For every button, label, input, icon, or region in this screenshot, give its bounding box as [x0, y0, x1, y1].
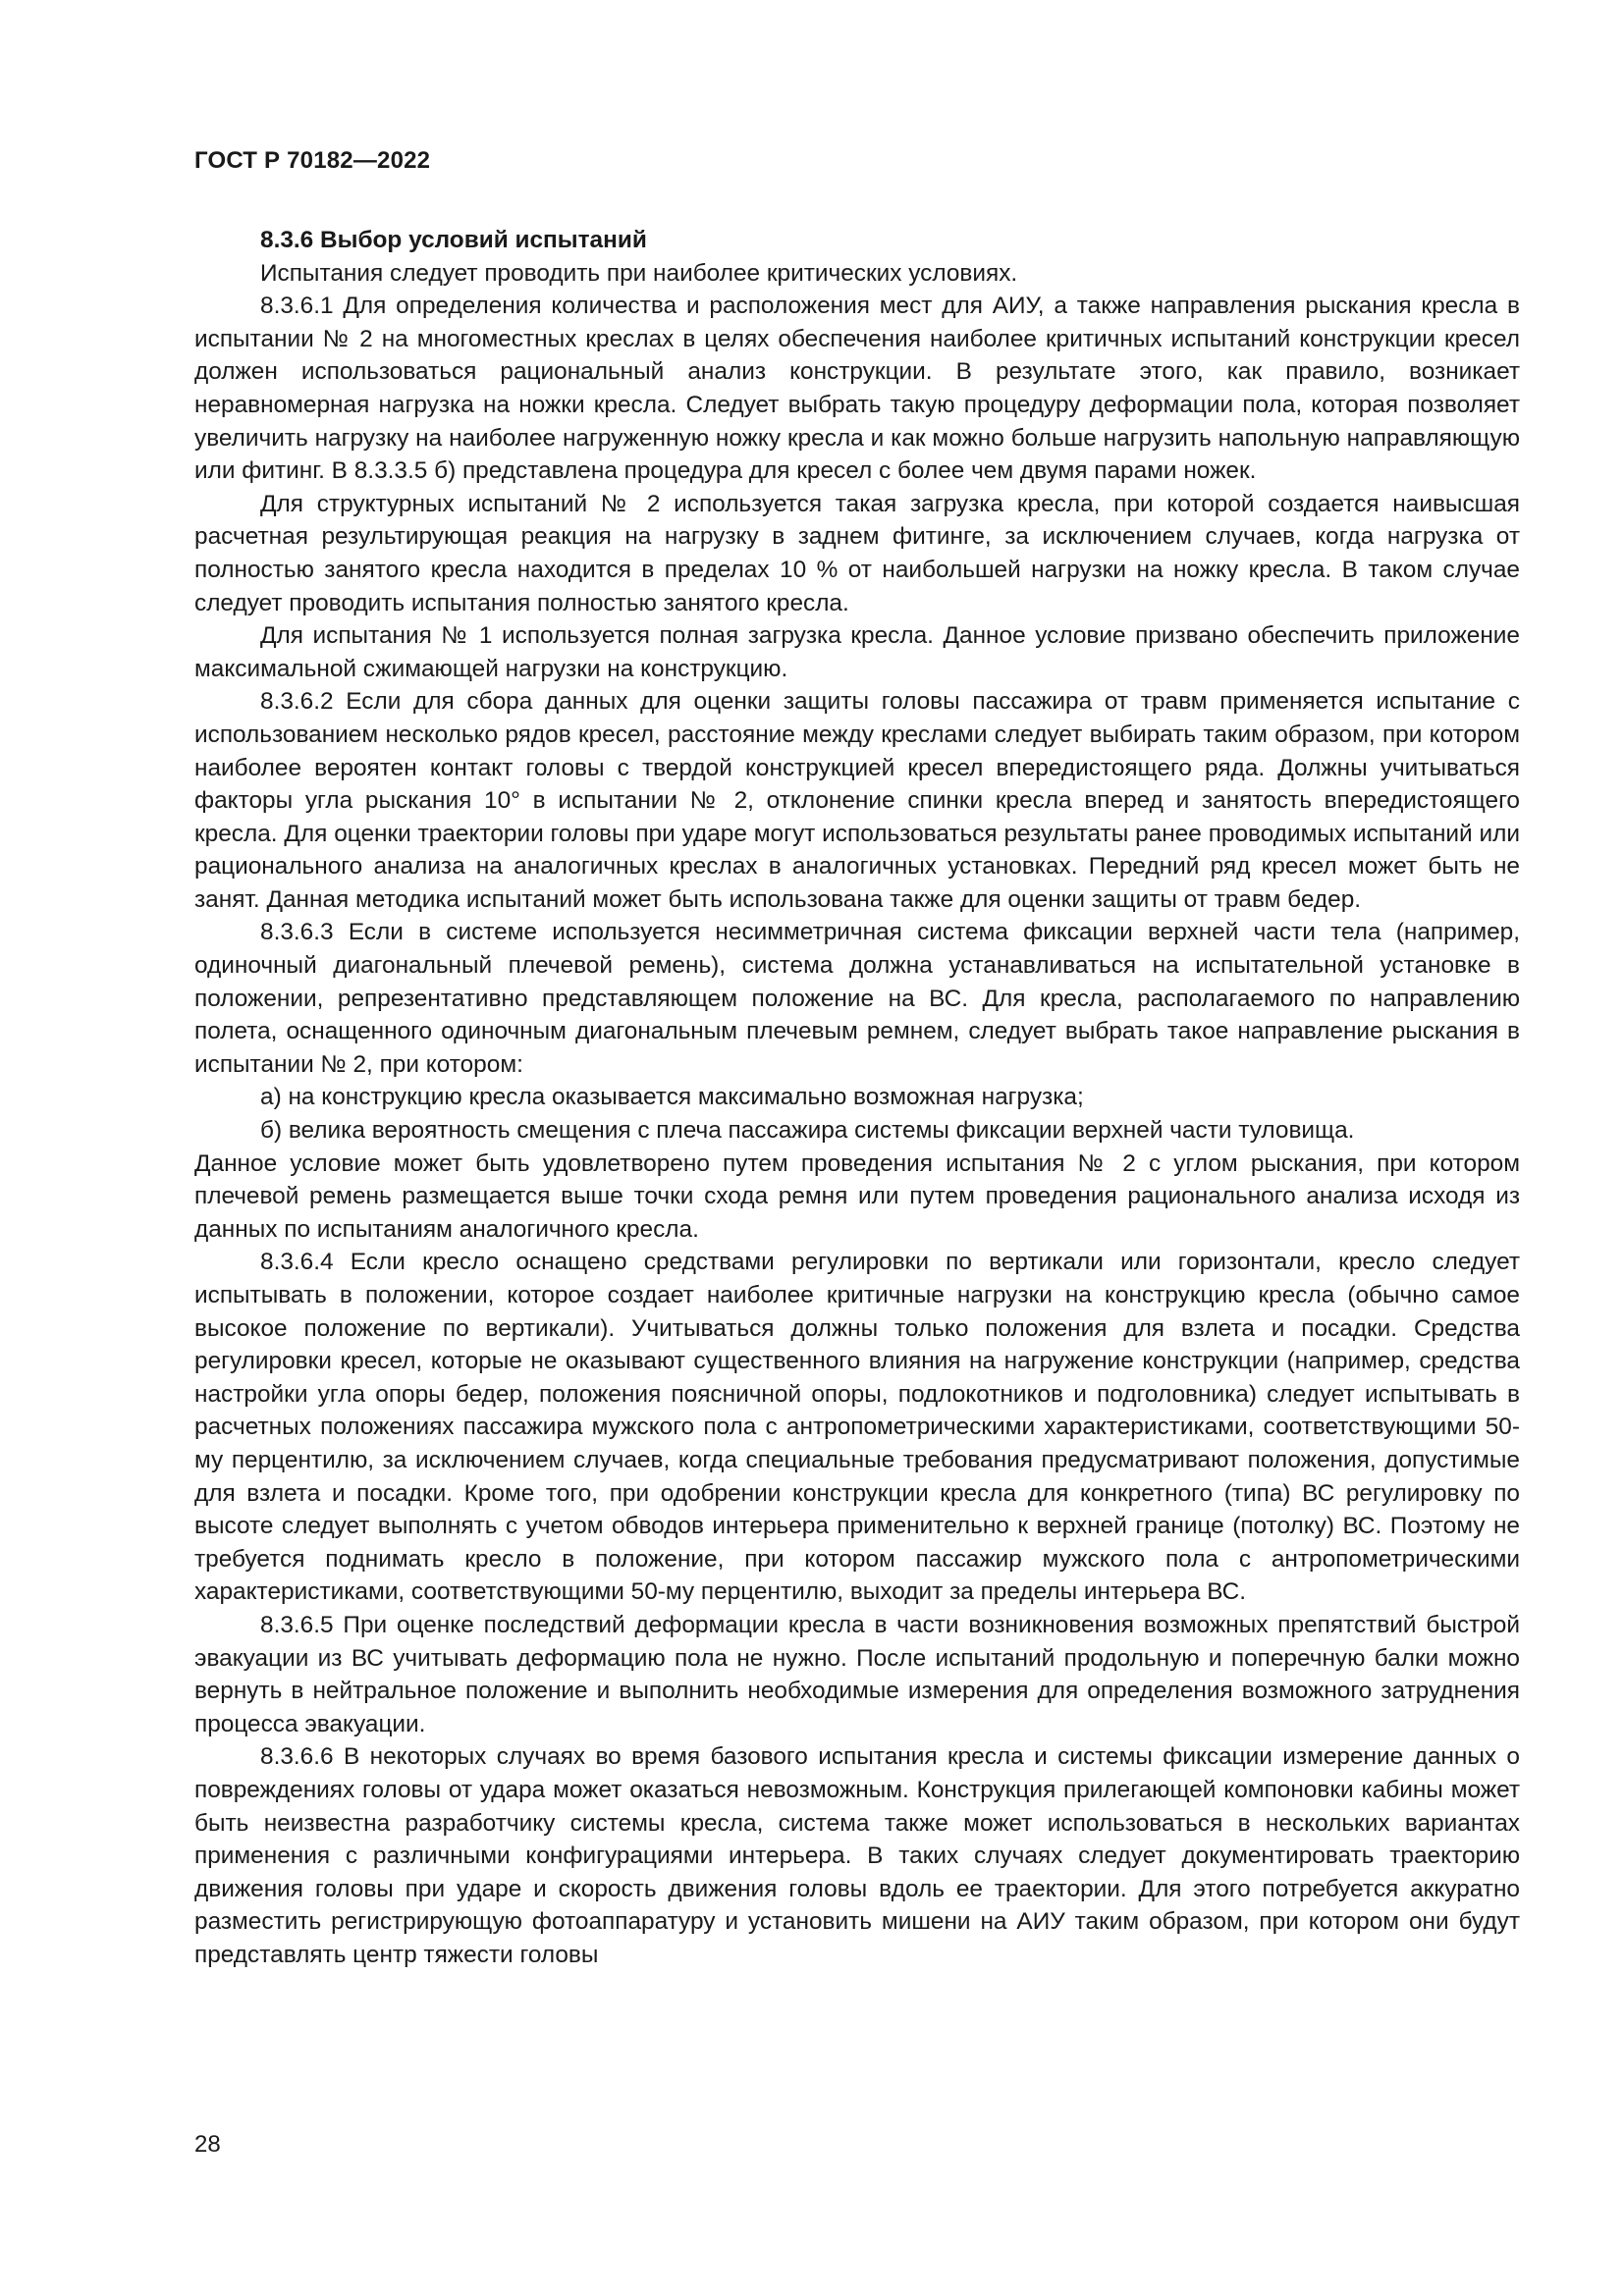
paragraph-structural-tests: Для структурных испытаний № 2 используется такая загрузка кресла, при которой создается наивысшая расчетная результирующая реакция на нагрузку в заднем фитинге, за исключением случаев, когда нагрузка от полностью занятого кресла находится в пределах 10 % от наибольшей нагрузки на ножку кресла. В таком случае следует проводить испытания полностью занятого кресла. — [194, 490, 1520, 616]
list-item-a: а) на конструкцию кресла оказывается максимально возможная нагрузка; — [260, 1084, 1084, 1111]
document-body — [194, 224, 1520, 1971]
standard-header: ГОСТ Р 70182—2022 — [194, 147, 431, 174]
paragraph-8-3-6-1: 8.3.6.1 Для определения количества и расположения мест для АИУ, а также направления рыскания кресла в испытании № 2 на многоместных креслах в целях обеспечения наиболее критичных испытаний конструкции кресел должен использоваться рациональный анализ конструкции. В результате этого, как правило, возникает неравномерная нагрузка на ножки кресла. Следует выбрать такую процедуру деформации пола, которая позволяет увеличить нагрузку на наиболее нагруженную ножку кресла и как можно больше нагрузить напольную направляющую или фитинг. В 8.3.3.5 б) представлена процедура для кресел с более чем двумя парами ножек. — [194, 293, 1520, 485]
paragraph-8-3-6-3: 8.3.6.3 Если в системе используется несимметричная система фиксации верхней части тела (например, одиночный диагональный плечевой ремень), система должна устанавливаться на испытательной установке в положении, репрезентативно представляющем положение на ВС. Для кресла, располагаемого по направлению полета, оснащенного одиночным диагональным плечевым ремнем, следует выбрать такое направление рыскания в испытании № 2, при котором: — [194, 919, 1520, 1078]
page-number: 28 — [194, 2131, 221, 2158]
paragraph-8-3-6-2: 8.3.6.2 Если для сбора данных для оценки защиты головы пассажира от травм применяется испытание с использованием несколько рядов кресел, расстояние между креслами следует выбирать таким образом, при котором наиболее вероятен контакт головы с твердой конструкцией кресел впередистоящего ряда. Должны учитываться факторы угла рыскания 10° в испытании № 2, отклонение спинки кресла вперед и занятость впередистоящего кресла. Для оценки траектории головы при ударе могут использоваться результаты ранее проводимых испытаний или рационального анализа на аналогичных креслах в аналогичных установках. Передний ряд кресел может быть не занят. Данная методика испытаний может быть использована также для оценки защиты от травм бедер. — [194, 688, 1520, 913]
list-item-b: б) велика вероятность смещения с плеча пассажира системы фиксации верхней части туловища. — [260, 1117, 1355, 1145]
section-heading: 8.3.6 Выбор условий испытаний — [260, 227, 647, 253]
paragraph-condition: Данное условие может быть удовлетворено путем проведения испытания № 2 с углом рыскания, при котором плечевой ремень размещается выше точки схода ремня или путем проведения рационального анализа исходя из данных по испытаниям аналогичного кресла. — [194, 1149, 1520, 1243]
paragraph-8-3-6-4: 8.3.6.4 Если кресло оснащено средствами регулировки по вертикали или горизонтали, кресло следует испытывать в положении, которое создает наиболее критичные нагрузки на конструкцию кресла (обычно самое высокое положение по вертикали). Учитываться должны только положения для взлета и посадки. Средства регулировки кресел, которые не оказывают существенного влияния на нагружение конструкции (например, средства настройки угла опоры бедер, положения поясничной опоры, подлокотников и подголовника) следует испытывать в расчетных положениях пассажира мужского пола с антропометрическими характеристиками, соответствующими 50-му перцентилю, за исключением случаев, когда специальные требования предусматривают положения, допустимые для взлета и посадки. Кроме того, при одобрении конструкции кресла для конкретного (типа) ВС регулировку по высоте следует выполнять с учетом обводов интерьера применительно к верхней границе (потолку) ВС. Поэтому не требуется поднимать кресло в положение, при котором пассажир мужского пола с антропометрическими характеристиками, соответствующими 50-му перцентилю, выходит за пределы интерьера ВС. — [194, 1249, 1520, 1606]
paragraph-8-3-6-5: 8.3.6.5 При оценке последствий деформации кресла в части возникновения возможных препятствий быстрой эвакуации из ВС учитывать деформацию пола не нужно. После испытаний продольную и поперечную балки можно вернуть в нейтральное положение и выполнить необходимые измерения для определения возможного затруднения процесса эвакуации. — [194, 1611, 1520, 1737]
paragraph-intro: Испытания следует проводить при наиболее критических условиях. — [260, 259, 1018, 287]
paragraph-test-1: Для испытания № 1 используется полная загрузка кресла. Данное условие призвано обеспечить приложение максимальной сжимающей нагрузки на конструкцию. — [194, 622, 1520, 682]
paragraph-8-3-6-6: 8.3.6.6 В некоторых случаях во время базового испытания кресла и системы фиксации измерение данных о повреждениях головы от удара может оказаться невозможным. Конструкция прилегающей компоновки кабины может быть неизвестна разработчику системы кресла, система также может использоваться в нескольких вариантах применения с различными конфигурациями интерьера. В таких случаях следует документировать траекторию движения головы при ударе и скорость движения головы вдоль ее траектории. Для этого потребуется аккуратно разместить регистрирующую фотоаппаратуру и установить мишени на АИУ таким образом, при котором они будут представлять центр тяжести головы — [194, 1743, 1520, 1968]
